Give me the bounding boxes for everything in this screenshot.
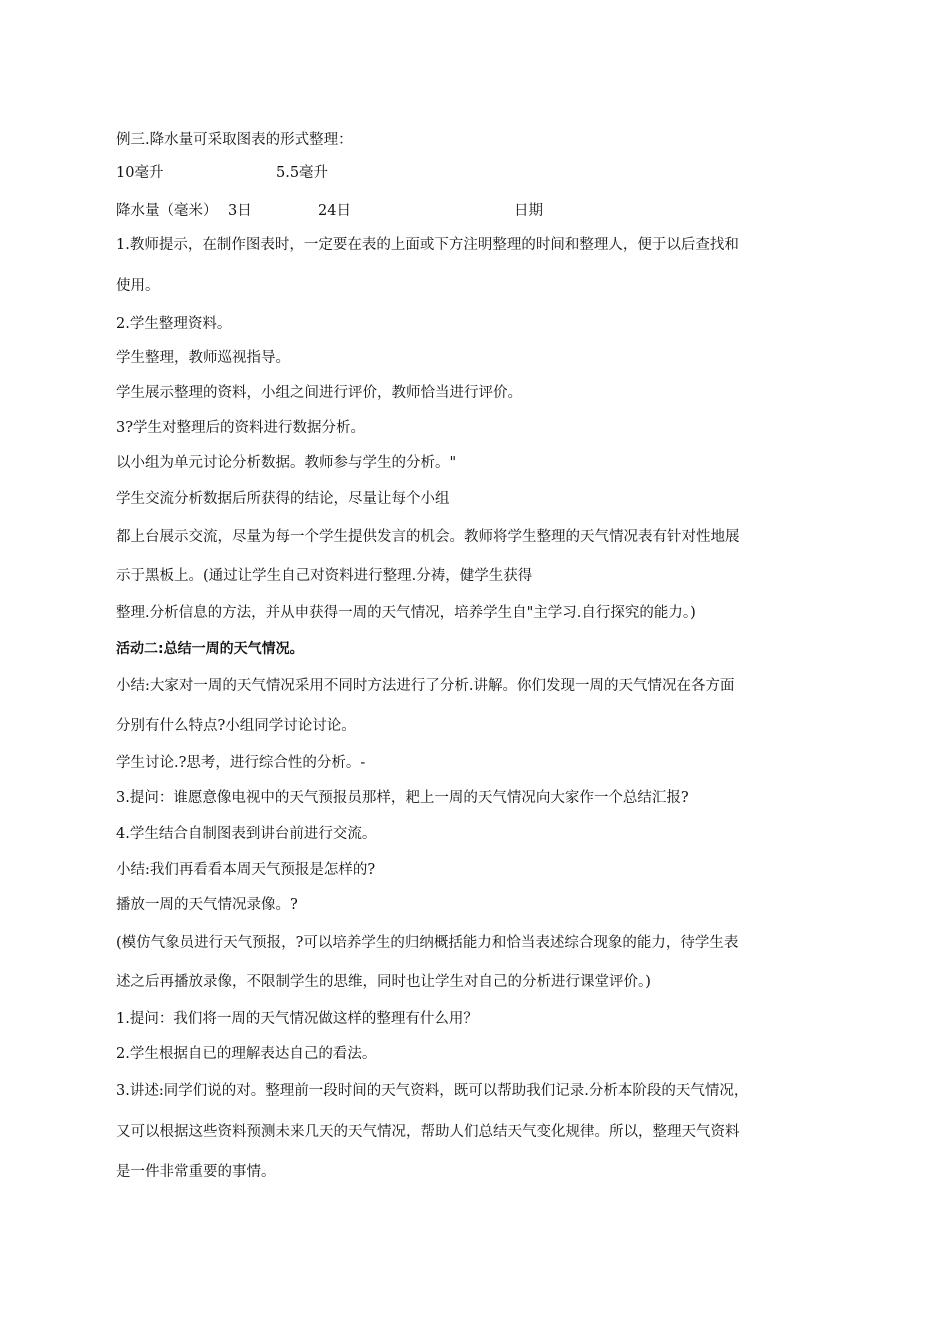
paragraph: 学生展示整理的资料，小组之间进行评价，教师恰当进行评价。 — [116, 385, 522, 401]
paragraph: 述之后再播放录像，不限制学生的思维，同时也让学生对自己的分析进行课堂评价。) — [116, 974, 651, 990]
paragraph: 1.教师提示，在制作图表时，一定要在表的上面或下方注明整理的时间和整理人，便于以后查找和 — [116, 237, 739, 253]
chart-x-axis-label: 日期 — [514, 203, 543, 219]
chart-category-2: 24日 — [318, 203, 351, 219]
paragraph: 小结:大家对一周的天气情况采用不同时方法进行了分析.讲解。你们发现一周的天气情况在各方面 — [116, 678, 735, 694]
paragraph: 2.学生整理资料。 — [116, 316, 232, 332]
section-heading: 活动二:总结一周的天气情况。 — [116, 641, 304, 657]
paragraph: 3?学生对整理后的资料进行数据分析。 — [116, 420, 365, 436]
paragraph: 2.学生根据自已的理解表达自己的看法。 — [116, 1046, 377, 1062]
chart-category-1: 3日 — [228, 203, 252, 219]
paragraph: 学生交流分析数据后所获得的结论，尽量让每个小组 — [116, 491, 450, 507]
paragraph: 4.学生结合自制图表到讲台前进行交流。 — [116, 826, 377, 842]
chart-value-row — [116, 163, 416, 183]
paragraph: 使用。 — [116, 278, 160, 294]
paragraph: 以小组为单元讨论分析数据。教师参与学生的分析。" — [116, 455, 457, 471]
paragraph: 是一件非常重要的事情。 — [116, 1164, 276, 1180]
chart-value-label-2: 5.5毫升 — [276, 165, 329, 181]
paragraph: 都上台展示交流，尽量为每一个学生提供发言的机会。教师将学生整理的天气情况表有针对性地展 — [116, 529, 740, 545]
paragraph: 整理.分析信息的方法，并从申获得一周的天气情况，培养学生自"主学习.自行探究的能力。) — [116, 605, 696, 621]
paragraph: 小结:我们再看看本周天气预报是怎样的? — [116, 862, 376, 878]
paragraph: 3.讲述:同学们说的对。整理前一段时间的天气资料，既可以帮助我们记录.分析本阶段的天气情况， — [116, 1083, 749, 1099]
chart-axis-row — [116, 201, 576, 221]
paragraph: 分别有什么特点?小组同学讨论讨论。 — [116, 718, 356, 734]
paragraph-example-title: 例三.降水量可采取图表的形式整理： — [116, 132, 353, 148]
paragraph: 1.提问：我们将一周的天气情况做这样的整理有什么用？ — [116, 1011, 478, 1027]
chart-value-label-1: 10毫升 — [116, 165, 164, 181]
chart-y-axis-label: 降水量（毫米） — [116, 203, 218, 219]
paragraph: 学生整理，教师巡视指导。 — [116, 350, 290, 366]
paragraph: 播放一周的天气情况录像。? — [116, 897, 298, 913]
paragraph: 3.提问：谁愿意像电视中的天气预报员那样，耙上一周的天气情况向大家作一个总结汇报? — [116, 790, 689, 806]
paragraph: 学生讨论.?思考，进行综合性的分析。- — [116, 755, 366, 771]
paragraph: 示于黑板上。(通过让学生自己对资料进行整理.分祷，健学生获得 — [116, 568, 533, 584]
paragraph: (模仿气象员进行天气预报，?可以培养学生的归纳概括能力和恰当表述综合现象的能力，待学生表 — [116, 935, 739, 951]
paragraph: 又可以根据这些资料预测未来几天的天气情况，帮助人们总结天气变化规律。所以，整理天气资料 — [116, 1124, 740, 1140]
